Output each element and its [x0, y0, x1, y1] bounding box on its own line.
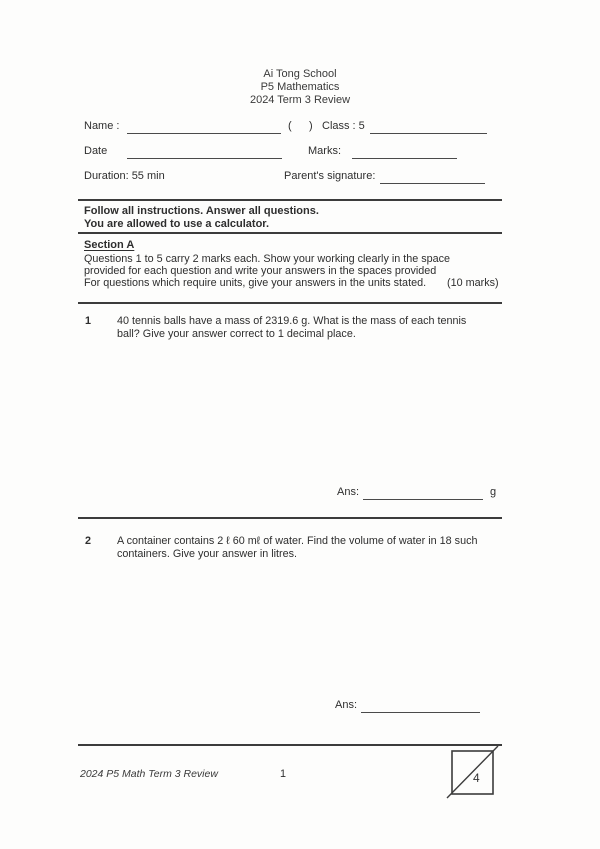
section-a-heading: Section A: [84, 239, 135, 251]
index-paren-open: (: [288, 120, 292, 132]
index-paren-close: ): [309, 120, 313, 132]
subject-name: P5 Mathematics: [260, 81, 340, 93]
rule-below-instructions: [78, 232, 502, 234]
instruction-line-1: Follow all instructions. Answer all questions.: [84, 205, 319, 217]
date-blank-line: [127, 146, 282, 159]
question-1-line-1: 40 tennis balls have a mass of 2319.6 g. What is the mass of each tennis: [117, 315, 467, 327]
rule-below-section-a: [78, 302, 502, 304]
school-name: Ai Tong School: [263, 68, 337, 80]
section-a-body-line-2: provided for each question and write your answers in the spaces provided: [84, 265, 437, 277]
question-1-ans-unit: g: [490, 486, 497, 498]
exam-title: 2024 Term 3 Review: [249, 94, 351, 106]
question-1-number: 1: [85, 315, 92, 327]
section-a-body-line-3: For questions which require units, give your answers in the units stated.: [84, 277, 427, 289]
question-1-ans-label: Ans:: [337, 486, 360, 498]
parent-signature-blank-line: [380, 171, 485, 184]
question-1-text: [117, 315, 466, 340]
name-blank-line: [127, 121, 281, 134]
score-box: [444, 744, 500, 800]
section-a-body-line-1: Questions 1 to 5 carry 2 marks each. Show your working clearly in the space: [84, 253, 451, 265]
parent-signature-label: Parent's signature:: [284, 170, 376, 182]
question-2-line-1: A container contains 2 ℓ 60 mℓ of water. Find the volume of water in 18 such: [117, 535, 478, 547]
marks-blank-line: [352, 146, 457, 159]
question-1-ans-blank-line: [363, 487, 483, 500]
footer-doc-title: 2024 P5 Math Term 3 Review: [80, 768, 218, 780]
score-total: 4: [473, 771, 480, 785]
footer-page-number: 1: [280, 768, 287, 780]
question-2-number: 2: [85, 535, 92, 547]
question-2-text: [117, 535, 477, 560]
rule-top-of-instructions: [78, 199, 502, 201]
question-2-line-2: containers. Give your answer in litres.: [117, 547, 298, 560]
duration-label: Duration: 55 min: [84, 170, 165, 182]
question-2-ans-blank-line: [361, 700, 480, 713]
instruction-line-2: You are allowed to use a calculator.: [84, 218, 270, 230]
score-box-frame-icon: [444, 744, 500, 800]
marks-label: Marks:: [308, 145, 341, 157]
class-blank-line: [370, 121, 487, 134]
rule-above-footer: [78, 744, 502, 746]
question-2-ans-label: Ans:: [335, 699, 358, 711]
rule-between-q1-q2: [78, 517, 502, 519]
date-label: Date: [84, 145, 108, 157]
question-1-line-2: ball? Give your answer correct to 1 decimal place.: [117, 327, 356, 340]
section-a-marks-note: (10 marks): [447, 277, 499, 289]
name-label: Name :: [84, 120, 120, 132]
class-label: Class : 5: [322, 120, 365, 132]
